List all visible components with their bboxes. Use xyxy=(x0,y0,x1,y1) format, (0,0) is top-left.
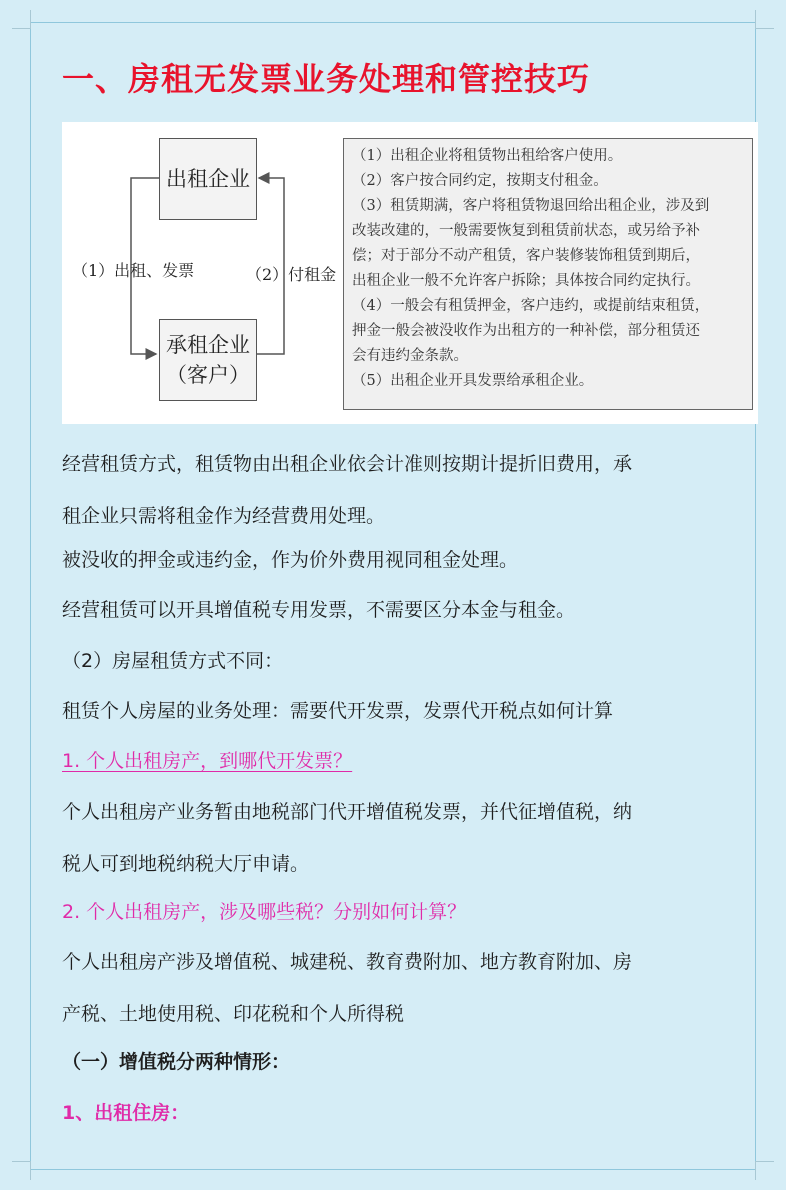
note-line: （2）客户按合同约定，按期支付租金。 xyxy=(352,173,608,189)
note-line: 会有违约金条款。 xyxy=(352,348,468,364)
heading-vat-two-cases: （一）增值税分两种情形： xyxy=(62,1051,291,1073)
note-line: （5）出租企业开具发票给承租企业。 xyxy=(352,373,594,389)
lease-flow-diagram xyxy=(62,122,758,424)
note-line: （1）出租企业将租赁物出租给客户使用。 xyxy=(352,148,623,164)
paragraph-tax-bureau xyxy=(62,786,732,890)
crop-mark-bottom-right xyxy=(755,1161,774,1180)
note-line: （3）租赁期满，客户将租赁物退回给出租企业，涉及到 xyxy=(352,198,710,214)
paragraph-individual-lease: 租赁个人房屋的业务处理：需要代开发票，发票代开税点如何计算 xyxy=(62,700,614,722)
diagram-notes xyxy=(343,138,753,410)
page-title: 一、房租无发票业务处理和管控技巧 xyxy=(62,60,591,98)
lessor-box xyxy=(159,138,257,220)
paragraph-tax-list xyxy=(62,936,732,1040)
note-line: 偿；对于部分不动产租赁，客户装修装饰租赁到期后， xyxy=(352,248,700,264)
left-arrow-label: （1）出租、发票 xyxy=(72,261,195,280)
crop-mark-top-right xyxy=(755,10,774,29)
lessee-box-line1: 承租企业 xyxy=(166,333,250,357)
crop-mark-top-left xyxy=(12,10,31,29)
heading-where-invoice xyxy=(62,735,732,787)
note-line: 改装改建的，一般需要恢复到租赁前状态，或另给予补 xyxy=(352,223,700,239)
paragraph-line: 产税、土地使用税、印花税和个人所得税 xyxy=(62,1003,405,1025)
lessor-box-label: 出租企业 xyxy=(166,167,250,191)
paragraph-line: 租企业只需将租金作为经营费用处理。 xyxy=(62,505,386,527)
lessee-box-line2: （客户） xyxy=(166,363,250,387)
heading-rent-residence: 1、出租住房： xyxy=(62,1102,190,1124)
paragraph-line: 税人可到地税纳税大厅申请。 xyxy=(62,853,310,875)
paragraph-line: 个人出租房产涉及增值税、城建税、教育费附加、地方教育附加、房 xyxy=(62,951,633,973)
lessee-box xyxy=(159,319,257,401)
crop-mark-bottom-left xyxy=(12,1161,31,1180)
paragraph-special-invoice: 经营租赁可以开具增值税专用发票，不需要区分本金与租金。 xyxy=(62,599,576,621)
right-arrow-label: （2）付租金 xyxy=(246,265,337,284)
note-line: 押金一般会被没收作为出租方的一种补偿，部分租赁还 xyxy=(352,323,700,339)
heading-which-taxes: 2. 个人出租房产，涉及哪些税？分别如何计算？ xyxy=(62,901,467,923)
paragraph-operating-lease xyxy=(62,438,732,542)
heading-where-invoice-text: 1. 个人出租房产，到哪代开发票？ xyxy=(62,750,353,772)
paragraph-house-lease: （2）房屋租赁方式不同： xyxy=(62,650,284,672)
paragraph-line: 经营租赁方式，租赁物由出租企业依会计准则按期计提折旧费用，承 xyxy=(62,453,633,475)
note-line: （4）一般会有租赁押金，客户违约，或提前结束租赁， xyxy=(352,298,710,314)
note-line: 出租企业一般不允许客户拆除；具体按合同约定执行。 xyxy=(352,273,700,289)
paragraph-line: 个人出租房产业务暂由地税部门代开增值税发票，并代征增值税，纳 xyxy=(62,801,633,823)
paragraph-deposit: 被没收的押金或违约金，作为价外费用视同租金处理。 xyxy=(62,549,519,571)
